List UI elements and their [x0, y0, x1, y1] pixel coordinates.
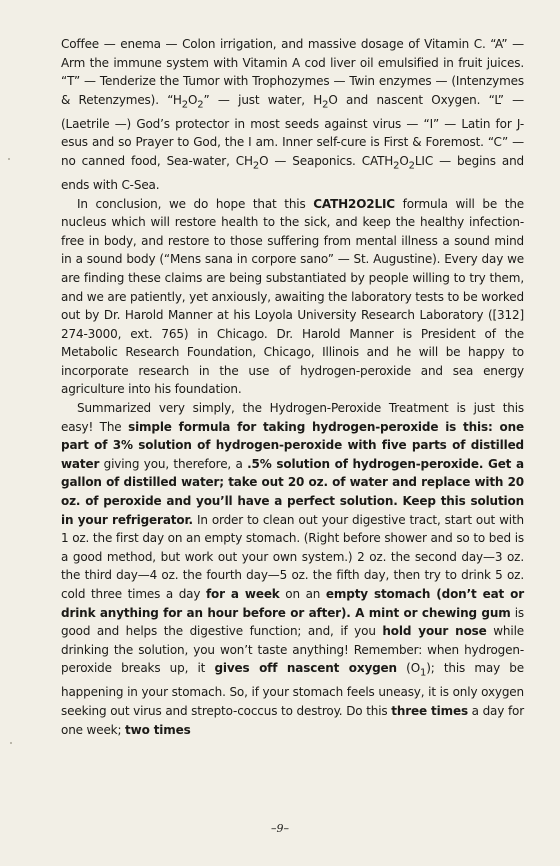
paragraph [61, 35, 524, 195]
bold-text: two times [125, 722, 191, 737]
text-run: giving you, therefore, a [99, 456, 248, 471]
subscript-text: 2 [252, 160, 260, 172]
text-run: In order to clean out your digestive tract, start out with 1 oz. the first day on an empty stomach. (Right before shower and so to bed is a good method, but work out your own system.) 2 oz. the second day—3 oz. the third day—4 oz. the fourth day—5 oz. the fifth day, then try to drink 5 oz. cold three times a day [61, 512, 524, 601]
text-run: Coffee — enema — Colon irrigation, and massive dosage of Vitamin C. “A” — Arm the immune system with Vitamin A cod liver oil emulsified in fruit juices. “T” — Tenderize the Tumor with Trophozymes — Twin enzymes — (Intenzymes & Retenzymes). “H [61, 37, 524, 107]
text-run: ); this may be happening in your stomach. So, if your stomach feels uneasy, it is only oxygen seeking out virus and strepto-coccus to destroy. Do this [61, 661, 525, 718]
bold-text: simple formula for taking hydrogen-peroxide is this: one part of 3% solution of hydrogen-peroxide with five parts of distilled water [61, 419, 524, 471]
text-run: O [188, 92, 198, 107]
subscript-text: 2 [322, 99, 329, 111]
paragraph [61, 195, 524, 400]
text-run: a day for one week; [61, 703, 524, 737]
subscript-text: 2 [181, 99, 188, 111]
bold-text: for a week [205, 587, 280, 601]
text-run: O [399, 153, 409, 168]
paper-speck [8, 158, 10, 160]
text-run: while drinking the solution, you won’t taste anything! Remember: when hydrogen-peroxide breaks up, it [61, 624, 524, 676]
bold-text: empty stomach (don’t eat or drink anything for an hour before or after). A mint or chewing gum [61, 587, 524, 620]
bold-text: CATH2O2LIC [313, 196, 395, 211]
body-text [61, 35, 524, 739]
bold-text: hold your nose [382, 624, 487, 639]
text-run: LIC — begins and ends with C-Sea. [61, 153, 524, 192]
subscript-text: 2 [197, 99, 204, 111]
text-run: ” — just water, H [203, 92, 323, 107]
text-run: O — Seaponics. CATH [259, 153, 394, 168]
bold-text: .5% solution of hydrogen-peroxide. Get a gallon of distilled water; take out 20 oz. of water and replace with 20 oz. of peroxide and you’ll have a perfect solution. Keep this solution in your refrigerator. [61, 456, 524, 527]
bold-text: three times [391, 703, 468, 718]
page-number: –9– [271, 822, 289, 835]
text-run: on an [279, 587, 326, 601]
paragraph [61, 399, 524, 739]
text-run: Summarized very simply, the Hydrogen-Peroxide Treatment is just this easy! The [61, 401, 524, 434]
text-run: O and nascent Oxygen. “L” — (Laetrile —) God’s protector in most seeds against virus — “I” — Latin for J-esus and so Prayer to God, the I am. Inner self-cure is First & Foremost. “C” — no canned food, Sea-water, CH [61, 92, 524, 168]
subscript-text: 1 [420, 667, 427, 679]
text-run: formula will be the nucleus which will restore health to the sick, and keep the healthy infection-free in body, and restore to those suffering from mental illness a sound mind in a sound body (“Mens sana in corpore sano” — St. Augustine). Every day we are finding these claims are being substantiated by people willing to try them, and we are patiently, yet anxiously, awaiting the laboratory tests to be worked out by Dr. Harold Manner at his Loyola University Research Laboratory ([312] 274-3000, ext. 765) in Chicago. Dr. Harold Manner is President of the Metabolic Research Foundation, Chicago, Illinois and he will be happy to incorporate research in the use of hydrogen-peroxide and sea energy agriculture into his foundation. [61, 196, 525, 397]
subscript-text: 2 [393, 160, 400, 172]
bold-text: gives off nascent oxygen [214, 661, 397, 676]
text-run: In conclusion, we do hope that this [77, 196, 314, 211]
text-run: (O [396, 661, 420, 676]
text-run: is good and helps the digestive function; and, if you [61, 605, 524, 639]
subscript-text: 2 [408, 160, 415, 172]
paper-speck [10, 742, 12, 744]
